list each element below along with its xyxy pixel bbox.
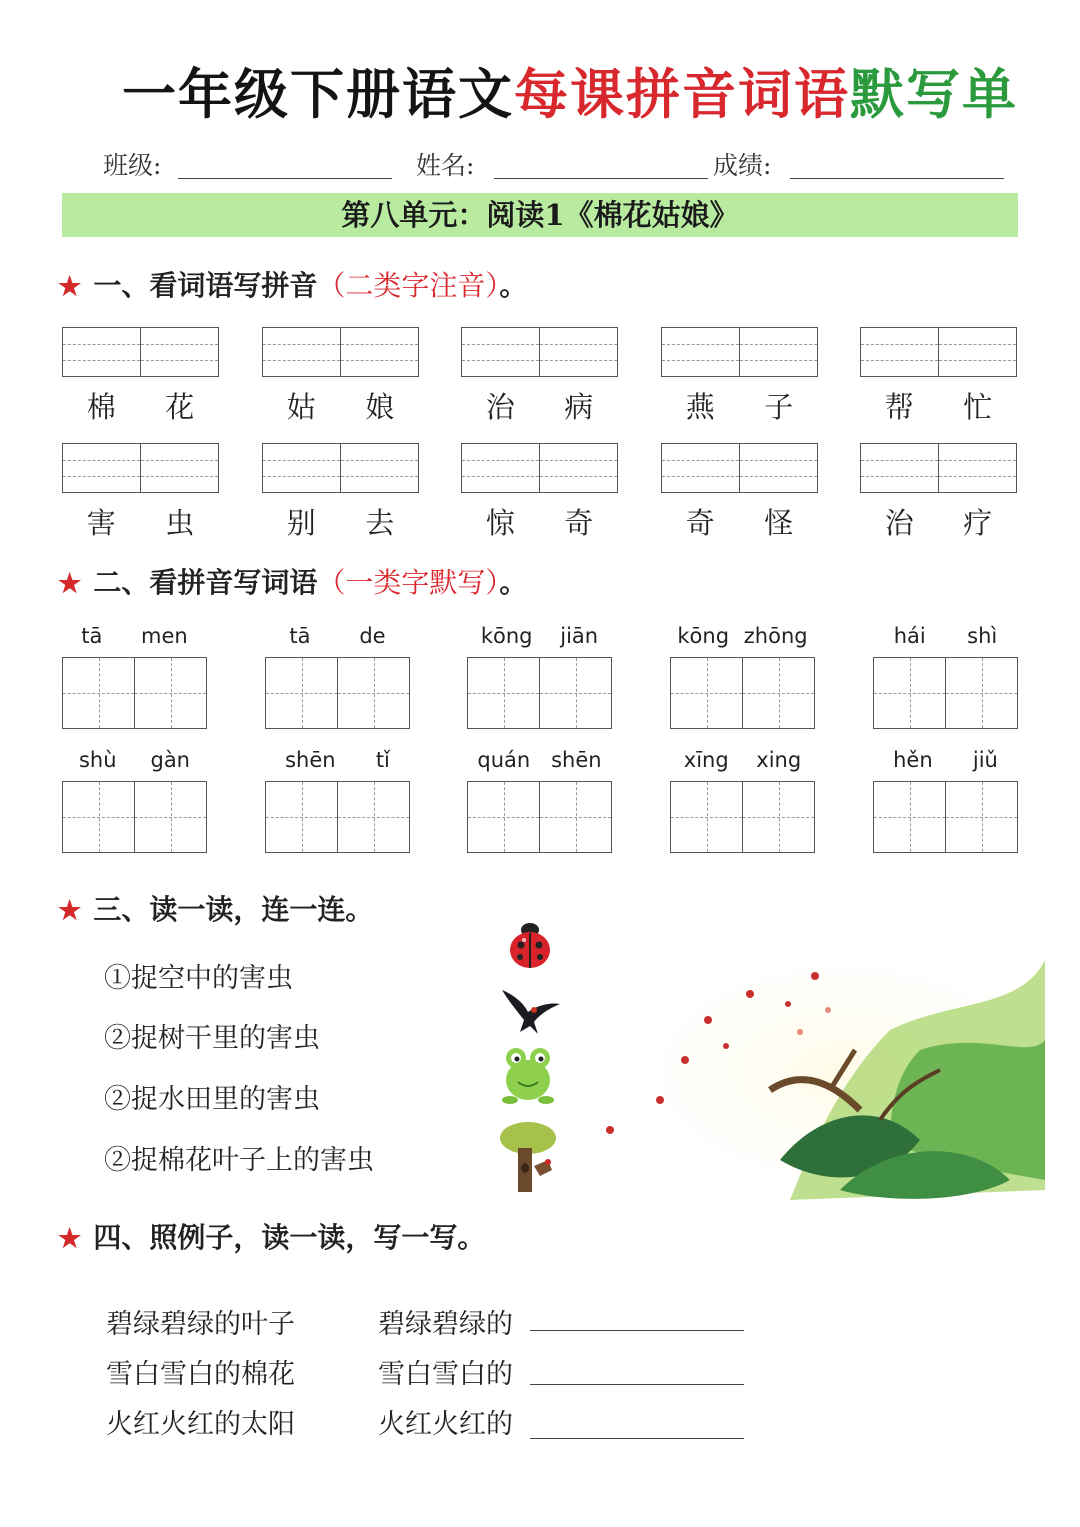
pinyin-label: shù gàn: [78, 748, 190, 772]
woodpecker-tree-icon[interactable]: [496, 1120, 560, 1194]
score-label: 成绩:: [713, 151, 772, 180]
star-icon: ★: [58, 272, 82, 302]
word-item: 治 病: [485, 390, 594, 424]
section2-heading: [58, 561, 527, 601]
example-phrase: 雪白雪白的棉花: [106, 1359, 295, 1390]
answer-line[interactable]: [530, 1438, 744, 1439]
title-part-2: 每课拼音词语: [514, 62, 850, 126]
word-item: 棉 花: [86, 390, 195, 424]
word-item: 别 去: [286, 506, 395, 540]
ladybug-icon[interactable]: [498, 918, 562, 974]
tianzige-answer-box[interactable]: [467, 657, 612, 729]
pinyin-label: shēn tǐ: [285, 748, 390, 772]
example-phrase: 碧绿碧绿的叶子: [106, 1309, 295, 1340]
match-item: ②捉水田里的害虫: [104, 1084, 320, 1115]
section4-title: 四、照例子，读一读，写一写。: [93, 1221, 486, 1254]
example-phrase: 火红火红的太阳: [106, 1409, 295, 1440]
section4-heading: [58, 1216, 485, 1256]
tianzige-answer-box[interactable]: [873, 781, 1018, 853]
swallow-icon[interactable]: [498, 980, 564, 1036]
answer-line[interactable]: [530, 1330, 744, 1331]
pinyin-answer-box[interactable]: [661, 327, 818, 377]
pinyin-answer-box[interactable]: [661, 443, 818, 493]
pinyin-label: kōng jiān: [480, 624, 599, 648]
pinyin-answer-box[interactable]: [62, 327, 219, 377]
tianzige-answer-box[interactable]: [62, 657, 207, 729]
star-icon: ★: [58, 569, 82, 599]
word-item: 帮 忙: [884, 390, 993, 424]
pinyin-label: hěn jiǔ: [893, 748, 998, 772]
tianzige-answer-box[interactable]: [467, 781, 612, 853]
page-title: [0, 52, 1018, 129]
title-part-1: 一年级下册语文: [122, 62, 514, 126]
tianzige-answer-box[interactable]: [670, 781, 815, 853]
star-icon: ★: [58, 1224, 82, 1254]
tianzige-answer-box[interactable]: [670, 657, 815, 729]
unit-banner: 第八单元：阅读1《棉花姑娘》: [62, 193, 1018, 237]
pinyin-answer-box[interactable]: [461, 443, 618, 493]
name-label: 姓名:: [416, 151, 475, 180]
pinyin-label: xīng xing: [683, 748, 802, 772]
section1-end: 。: [499, 269, 528, 302]
answer-line[interactable]: [530, 1384, 744, 1385]
cotton-plant-illustration: [590, 940, 1050, 1204]
word-item: 害 虫: [86, 506, 195, 540]
section1-heading: [58, 264, 527, 304]
word-item: 治 疗: [884, 506, 993, 540]
section2-end: 。: [499, 566, 528, 599]
tianzige-answer-box[interactable]: [62, 781, 207, 853]
pinyin-answer-box[interactable]: [262, 327, 419, 377]
section2-note: （一类字默写）: [317, 566, 500, 599]
title-part-3: 默写单: [850, 62, 1018, 126]
pinyin-answer-box[interactable]: [62, 443, 219, 493]
match-item: ①捉空中的害虫: [104, 963, 293, 994]
prompt-phrase: 火红火红的: [378, 1409, 513, 1440]
name-field[interactable]: [494, 178, 708, 179]
section1-note: （二类字注音）: [317, 269, 500, 302]
pinyin-answer-box[interactable]: [262, 443, 419, 493]
word-item: 燕 子: [685, 390, 794, 424]
star-icon: ★: [58, 896, 82, 926]
pinyin-answer-box[interactable]: [860, 443, 1017, 493]
class-label: 班级:: [103, 151, 162, 180]
section2-title: 二、看拼音写词语: [93, 566, 318, 599]
section3-heading: [58, 888, 373, 928]
pinyin-label: kōng zhōng: [677, 624, 808, 648]
class-field[interactable]: [178, 178, 392, 179]
pinyin-label: hái shì: [893, 624, 998, 648]
pinyin-answer-box[interactable]: [461, 327, 618, 377]
pinyin-answer-box[interactable]: [860, 327, 1017, 377]
tianzige-answer-box[interactable]: [873, 657, 1018, 729]
pinyin-label: tā men: [81, 624, 188, 648]
word-item: 奇 怪: [685, 506, 794, 540]
word-item: 惊 奇: [485, 506, 594, 540]
word-item: 姑 娘: [286, 390, 395, 424]
prompt-phrase: 碧绿碧绿的: [378, 1309, 513, 1340]
match-item: ②捉棉花叶子上的害虫: [104, 1145, 374, 1176]
score-field[interactable]: [790, 178, 1004, 179]
frog-icon[interactable]: [496, 1040, 560, 1108]
section3-title: 三、读一读，连一连。: [93, 893, 374, 926]
prompt-phrase: 雪白雪白的: [378, 1359, 513, 1390]
pinyin-label: quán shēn: [477, 748, 602, 772]
match-item: ②捉树干里的害虫: [104, 1023, 320, 1054]
pinyin-label: tā de: [289, 624, 386, 648]
tianzige-answer-box[interactable]: [265, 657, 410, 729]
section1-title: 一、看词语写拼音: [93, 269, 318, 302]
tianzige-answer-box[interactable]: [265, 781, 410, 853]
